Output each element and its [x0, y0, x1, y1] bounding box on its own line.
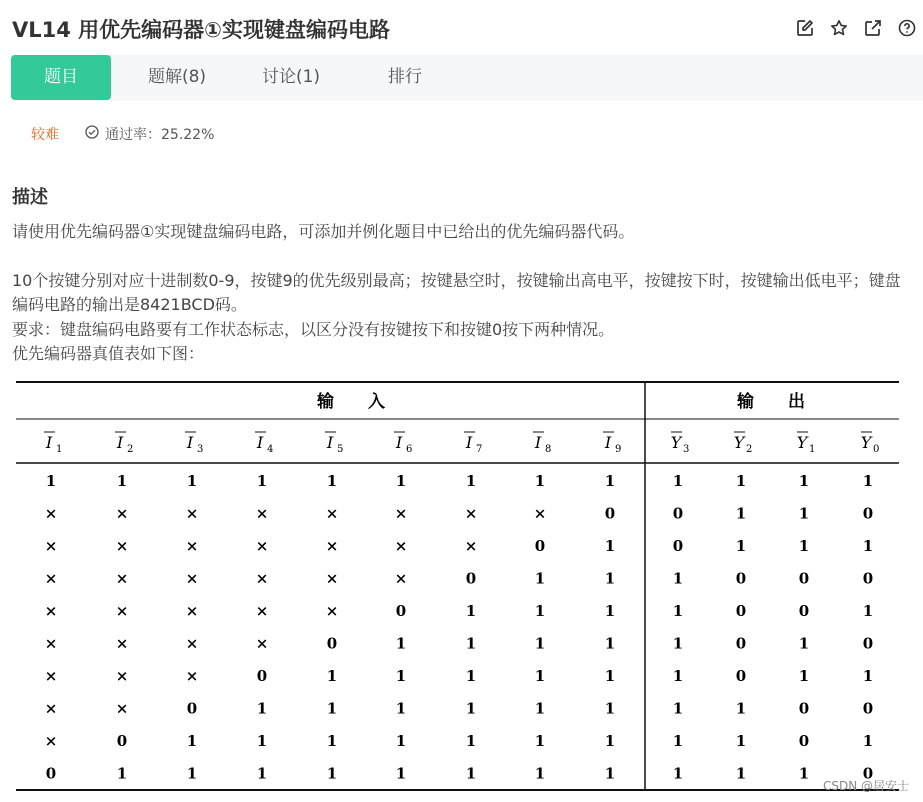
table-cell: 1	[798, 634, 810, 653]
table-cell: 1	[534, 732, 546, 750]
table-cell: ×	[185, 667, 199, 685]
description-paragraph: 要求：键盘编码电路要有工作状态标志，以区分没有按键按下和按键0按下两种情况。	[12, 319, 615, 339]
pass-rate-text: 通过率：25.22%	[105, 127, 215, 143]
table-cell: ×	[115, 569, 129, 588]
table-cell: 1	[862, 732, 874, 750]
table-cell: 1	[735, 504, 747, 523]
column-header-subscript: 7	[476, 444, 483, 455]
table-cell: 0	[862, 634, 874, 653]
table-cell: 0	[672, 504, 684, 523]
table-cell: ×	[115, 537, 129, 555]
table-cell: ×	[185, 504, 199, 523]
table-cell: 1	[256, 732, 268, 750]
table-cell: ×	[394, 504, 408, 523]
table-cell: ×	[115, 699, 129, 718]
table-cell: 1	[604, 569, 616, 588]
external-link-icon[interactable]	[863, 18, 883, 38]
column-header-subscript: 6	[406, 444, 413, 455]
column-header: I	[256, 433, 264, 452]
table-cell: 1	[604, 634, 616, 653]
table-cell: 1	[186, 732, 198, 750]
table-cell: ×	[44, 732, 58, 750]
check-circle-icon	[85, 125, 99, 143]
column-header-subscript: 2	[127, 444, 134, 455]
header-actions	[795, 18, 917, 38]
table-cell: 0	[735, 667, 747, 685]
page-title: VL14 用优先编码器①实现键盘编码电路	[12, 18, 390, 42]
table-cell: 1	[534, 602, 546, 620]
table-cell: 1	[186, 764, 198, 783]
table-cell: 1	[326, 667, 338, 685]
table-cell: 1	[256, 472, 268, 490]
difficulty-badge: 较难	[31, 127, 59, 143]
description-heading: 描述	[12, 187, 48, 208]
table-cell: 1	[465, 699, 477, 718]
table-cell: ×	[185, 537, 199, 555]
table-cell: 1	[862, 537, 874, 555]
table-cell: ×	[325, 504, 339, 523]
table-cell: 0	[186, 699, 198, 718]
tab-bar	[11, 55, 923, 101]
table-cell: 1	[116, 472, 128, 490]
table-cell: ×	[325, 537, 339, 555]
column-header-subscript: 2	[746, 444, 753, 455]
table-cell: ×	[44, 602, 58, 620]
table-cell: 0	[256, 667, 268, 685]
table-cell: ×	[533, 504, 547, 523]
truth-table-figure	[16, 381, 899, 791]
table-cell: ×	[115, 602, 129, 620]
table-cell: 0	[45, 764, 57, 783]
column-header: Y	[796, 433, 808, 452]
table-cell: 1	[798, 764, 810, 783]
column-header: Y	[860, 433, 872, 452]
table-cell: 1	[116, 764, 128, 783]
table-cell: 1	[465, 472, 477, 490]
table-cell: 1	[735, 699, 747, 718]
table-cell: 0	[326, 634, 338, 653]
table-cell: ×	[185, 569, 199, 588]
table-cell: ×	[44, 667, 58, 685]
table-cell: 1	[798, 472, 810, 490]
table-cell: 0	[798, 602, 810, 620]
edit-icon[interactable]	[795, 18, 815, 38]
input-group-header: 输 入	[317, 392, 385, 412]
column-header: I	[395, 433, 403, 452]
table-cell: ×	[115, 667, 129, 685]
table-cell: 0	[862, 764, 874, 783]
table-cell: 0	[672, 537, 684, 555]
table-cell: 1	[395, 667, 407, 685]
table-cell: 0	[798, 732, 810, 750]
description-paragraph: 10个按键分别对应十进制数0-9，按键9的优先级别最高；按键悬空时，按键输出高电平，按键按下时，按键输出低电平；键盘编码电路的输出是8421BCD码。	[12, 270, 901, 314]
column-header-subscript: 4	[267, 444, 274, 455]
table-cell: 1	[798, 504, 810, 523]
output-group-header: 输 出	[737, 392, 805, 412]
table-cell: 1	[604, 732, 616, 750]
column-header: I	[534, 433, 542, 452]
table-cell: ×	[44, 504, 58, 523]
tab-discussion[interactable]: 讨论(1)	[261, 67, 321, 87]
table-cell: 1	[672, 602, 684, 620]
table-cell: 1	[256, 764, 268, 783]
table-cell: 0	[735, 634, 747, 653]
table-cell: ×	[255, 537, 269, 555]
truth-table	[16, 381, 899, 791]
column-header: I	[116, 433, 124, 452]
table-cell: 1	[735, 472, 747, 490]
table-cell: 1	[604, 472, 616, 490]
table-cell: 1	[672, 699, 684, 718]
table-cell: 0	[862, 569, 874, 588]
table-cell: 1	[534, 667, 546, 685]
column-header: I	[604, 433, 612, 452]
table-cell: 1	[672, 569, 684, 588]
column-header: I	[186, 433, 194, 452]
table-cell: ×	[44, 537, 58, 555]
table-cell: ×	[185, 634, 199, 653]
table-cell: ×	[394, 537, 408, 555]
table-cell: ×	[255, 569, 269, 588]
table-cell: 1	[326, 764, 338, 783]
description-paragraph: 优先编码器真值表如下图：	[12, 344, 205, 363]
table-cell: 0	[534, 537, 546, 555]
table-cell: 1	[862, 472, 874, 490]
table-cell: ×	[44, 569, 58, 588]
table-cell: ×	[464, 537, 478, 555]
column-header: I	[326, 433, 334, 452]
help-icon[interactable]	[897, 18, 917, 38]
table-cell: 1	[534, 634, 546, 653]
table-cell: 0	[465, 569, 477, 588]
table-cell: 1	[395, 764, 407, 783]
problem-meta	[31, 124, 214, 144]
table-cell: 0	[116, 732, 128, 750]
table-cell: ×	[325, 602, 339, 620]
table-cell: 0	[862, 504, 874, 523]
table-cell: 1	[735, 764, 747, 783]
table-cell: 0	[798, 699, 810, 718]
table-cell: 1	[735, 732, 747, 750]
table-cell: 1	[534, 699, 546, 718]
table-cell: ×	[255, 634, 269, 653]
column-header-subscript: 0	[873, 444, 880, 455]
table-cell: ×	[44, 699, 58, 718]
table-cell: 1	[672, 764, 684, 783]
table-cell: 1	[326, 732, 338, 750]
column-header-subscript: 8	[545, 444, 552, 455]
column-header-subscript: 9	[615, 444, 622, 455]
table-cell: 1	[186, 472, 198, 490]
table-cell: ×	[115, 504, 129, 523]
table-cell: 1	[798, 537, 810, 555]
table-cell: ×	[255, 602, 269, 620]
description-body	[12, 220, 907, 367]
table-cell: 1	[534, 472, 546, 490]
tab-problem[interactable]: 题目	[11, 55, 111, 100]
table-cell: 1	[534, 764, 546, 783]
tab-ranking[interactable]: 排行	[388, 67, 422, 87]
table-cell: 1	[862, 602, 874, 620]
table-cell: 1	[534, 569, 546, 588]
table-cell: 0	[395, 602, 407, 620]
table-cell: ×	[44, 634, 58, 653]
column-header-subscript: 1	[56, 444, 63, 455]
star-icon[interactable]	[829, 18, 849, 38]
table-cell: ×	[185, 602, 199, 620]
description-paragraph: 请使用优先编码器①实现键盘编码电路，可添加并例化题目中已给出的优先编码器代码。	[12, 222, 635, 241]
table-cell: 0	[604, 504, 616, 523]
table-cell: ×	[325, 569, 339, 588]
tab-solutions[interactable]: 题解(8)	[147, 67, 207, 87]
table-cell: ×	[255, 504, 269, 523]
table-cell: 1	[672, 634, 684, 653]
table-cell: 0	[735, 602, 747, 620]
table-cell: 1	[604, 602, 616, 620]
column-header-subscript: 3	[683, 444, 690, 455]
table-cell: 1	[45, 472, 57, 490]
table-cell: 1	[395, 732, 407, 750]
table-cell: 1	[604, 667, 616, 685]
table-cell: 1	[672, 667, 684, 685]
table-cell: 1	[862, 667, 874, 685]
table-cell: 1	[395, 699, 407, 718]
table-cell: 1	[465, 667, 477, 685]
table-cell: 1	[465, 602, 477, 620]
table-cell: 1	[465, 634, 477, 653]
table-cell: 0	[862, 699, 874, 718]
table-cell: 1	[735, 537, 747, 555]
table-cell: 1	[465, 764, 477, 783]
pass-rate	[85, 124, 214, 144]
table-cell: 1	[604, 764, 616, 783]
table-cell: 1	[395, 472, 407, 490]
table-cell: 1	[465, 732, 477, 750]
table-cell: ×	[394, 569, 408, 588]
table-cell: ×	[464, 504, 478, 523]
table-cell: 1	[326, 472, 338, 490]
column-header: I	[45, 433, 53, 452]
table-cell: 1	[256, 699, 268, 718]
table-cell: 1	[672, 472, 684, 490]
table-cell: 1	[604, 537, 616, 555]
column-header-subscript: 1	[809, 444, 816, 455]
column-header-subscript: 5	[337, 444, 344, 455]
column-header: Y	[670, 433, 682, 452]
table-cell: 1	[395, 634, 407, 653]
column-header-subscript: 3	[197, 444, 204, 455]
table-cell: 0	[735, 569, 747, 588]
table-cell: 1	[798, 667, 810, 685]
column-header: Y	[733, 433, 745, 452]
table-cell: 1	[672, 732, 684, 750]
column-header: I	[465, 433, 473, 452]
table-cell: 1	[326, 699, 338, 718]
table-cell: 0	[798, 569, 810, 588]
watermark: CSDN @居安士	[822, 779, 909, 793]
table-cell: ×	[115, 634, 129, 653]
table-cell: 1	[604, 699, 616, 718]
